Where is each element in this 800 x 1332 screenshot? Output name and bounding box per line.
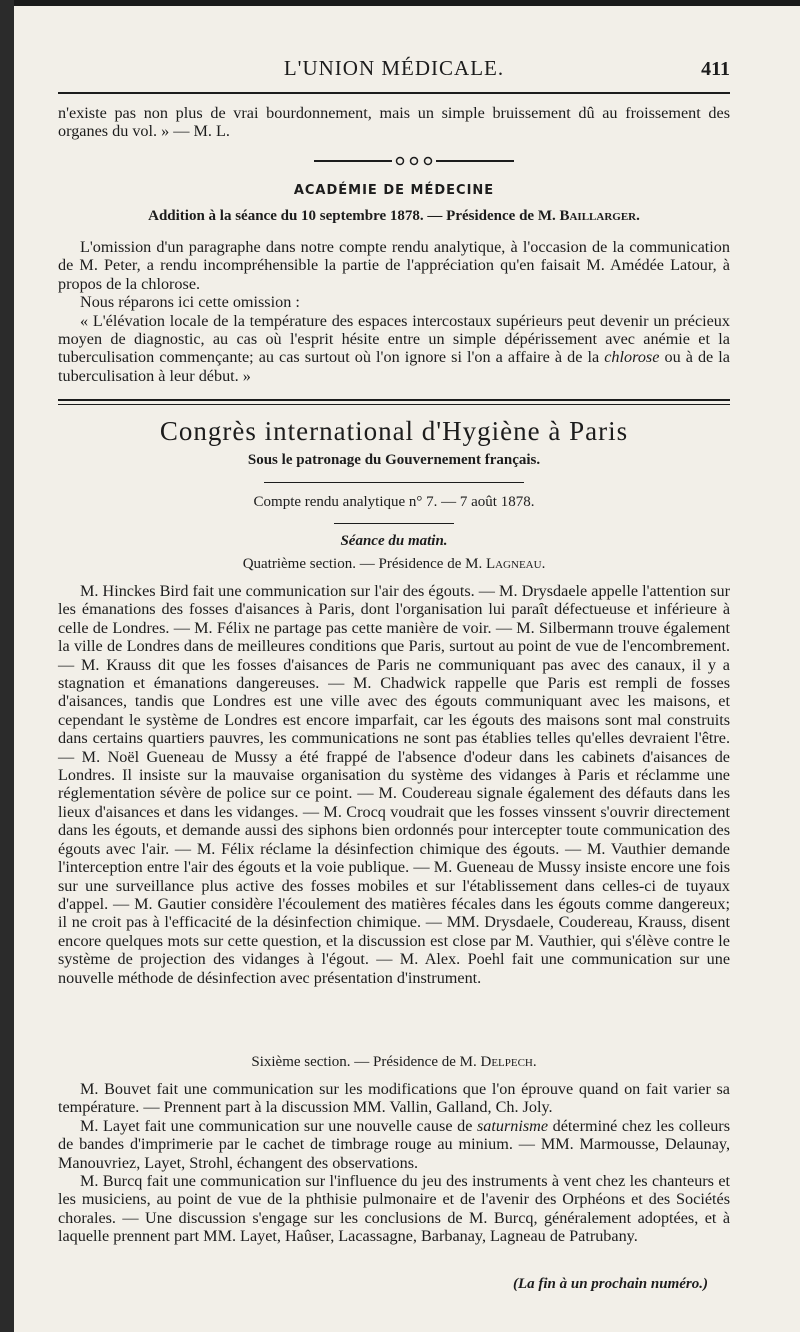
section6-president-name: Delpech [480,1054,533,1070]
quote-italic-word: chlorose [604,348,660,367]
quote-text-before: « L'élévation locale de la température des espaces intercostaux supérieurs peut devenir un précieux moyen de diagnostic, au cas où l'esprit hésite entre un simple dépérissement avec anémie et la tuberculisation commençante; au cas surtout où l'on ignore si l'on a affaire à de la [58,311,730,367]
academy-subtitle-suffix: . [636,208,640,224]
section4-president-name: Lagneau [485,556,542,572]
ornament-divider [314,156,514,166]
closing-note: (La fin à un prochain numéro.) [512,1276,708,1292]
section6-paragraph: M. Burcq fait une communication sur l'influence du jeu des instruments à vent chez les chanteurs et les musiciens, au point de vue de la phthisie pulmonaire et de l'avenir des Orphéons et des Sociétés chorales. — Une discussion s'engage sur les conclusions de M. Burcq, généralement adoptées, et à laquelle prennent part MM. Layet, Haûser, Lacassagne, Barbanay, Lagneau de Patrubany. [58,1172,730,1246]
academy-body [58,238,730,385]
short-rule [334,523,454,524]
section4-title [58,556,730,573]
short-rule [264,482,524,483]
running-title: L'UNION MÉDICALE. [283,56,505,80]
academy-paragraph: Nous réparons ici cette omission : [80,293,300,312]
session-title: Séance du matin. [340,533,448,549]
header-rule [58,92,730,94]
report-line: Compte rendu analytique n° 7. — 7 août 1878. [253,494,535,510]
section6-paragraph: M. Bouvet fait une communication sur les modifications que l'on éprouve quand on fait varier sa température. — Prennent part à la discussion MM. Vallin, Galland, Ch. Joly. [58,1080,730,1117]
academy-president-name: Baillarger [559,208,637,224]
congress-subtitle: Sous le patronage du Gouvernement français. [247,452,541,468]
section4-body [58,582,730,987]
double-rule-bottom [58,404,730,405]
academy-title: ACADÉMIE DE MÉDECINE [293,183,495,198]
page-header [58,54,730,84]
double-rule-top [58,399,730,401]
intro-paragraph [58,104,730,141]
section6-p2-italic: saturnisme [476,1116,549,1135]
section6-paragraph [58,1117,730,1172]
section6-p2-after: déterminé chez les colleurs de bandes d'imprimerie par le cachet de timbrage rouge au minium. — MM. Marmousse, Delaunay, Manouvriez, Layet, Strohl, échangent des observations. [58,1116,730,1172]
section4-title-prefix: Quatrième section. — Présidence de M. [242,556,483,572]
section6-title-suffix: . [532,1054,537,1070]
journal-page [14,6,800,1332]
academy-paragraph: L'omission d'un paragraphe dans notre compte rendu analytique, à l'occasion de la communication de M. Peter, a rendu incompréhensible la partie de l'appréciation qu'en faisait M. Amédée Latour, à propos de la chlorose. [58,238,730,293]
section4-title-suffix: . [541,556,546,572]
intro-text: n'existe pas non plus de vrai bourdonnement, mais un simple bruissement dû au froissement des organes du vol. » — M. L. [58,104,730,141]
section6-title-prefix: Sixième section. — Présidence de M. [251,1054,477,1070]
quote-text-after: ou à de la tuberculisation à leur début. » [58,348,730,385]
section6-p2-before: M. Layet fait une communication sur une nouvelle cause de [80,1116,473,1135]
academy-quote [58,312,730,386]
academy-subtitle-prefix: Addition à la séance du 10 septembre 1878. — Présidence de M. [148,208,556,224]
section6-title [58,1054,730,1071]
section4-text: M. Hinckes Bird fait une communication sur l'air des égouts. — M. Drysdaele appelle l'attention sur les émanations des fosses d'aisances à Paris, dont l'organisation lui paraît défectueuse et inférieure à celle de Londres. — M. Félix ne partage pas cette manière de voir. — M. Silbermann trouve également la ville de Londres dans de meilleures conditions que Paris, surtout au point de vue de l'encombrement. — M. Krauss dit que les fosses d'aisances de Paris ne communiquant pas avec des canaux, il y a stagnation et émanations dangereuses. — M. Chadwick rappelle que Paris est rempli de fosses d'aisances, tandis que Londres est une ville avec des égouts communiquant avec les maisons, et cependant le système de Londres est encore imparfait, car les égouts des maisons sont mal construits dans certains quartiers pauvres, les communications ne sont pas établies telles qu'elles devraient l'être. — M. Noël Gueneau de Mussy a été frappé de l'absence d'odeur dans les cabinets d'aisances de Londres. Il insiste sur la mauvaise organisation du système des vidanges à Paris et réclamme une réglementation sévère de police sur ce point. — M. Coudereau signale également des défauts dans les lieux d'aisances et dans les vidanges. — M. Crocq voudrait que les fosses vinssent s'ouvrir directement dans les égouts, et demande aussi des siphons bien ordonnés pour intercepter toute communication des égouts avec l'air. — M. Félix réclame la désinfection chimique des égouts. — M. Vauthier demande l'interception entre l'air des égouts et la voie publique. — M. Gueneau de Mussy insiste encore une fois sur une surveillance plus active des fosses mobiles et sur l'établissement dans celles-ci de tuyaux d'appel. — M. Gautier considère l'écoulement des matières fécales dans les égouts comme dangereux; il ne croit pas à l'efficacité de la désinfection chimique. — MM. Drysdaele, Coudereau, Krauss, disent encore quelques mots sur cette question, et la discussion est close par M. Vauthier, qui s'élève contre le système de projection des vidanges à l'égout. — M. Alex. Poehl fait une communication sur une nouvelle méthode de désinfection avec présentation d'instrument. [58,582,730,987]
page-number: 411 [701,58,730,80]
congress-title: Congrès international d'Hygiène à Paris [159,416,629,446]
section6-body [58,1080,730,1246]
academy-subtitle [58,208,730,225]
